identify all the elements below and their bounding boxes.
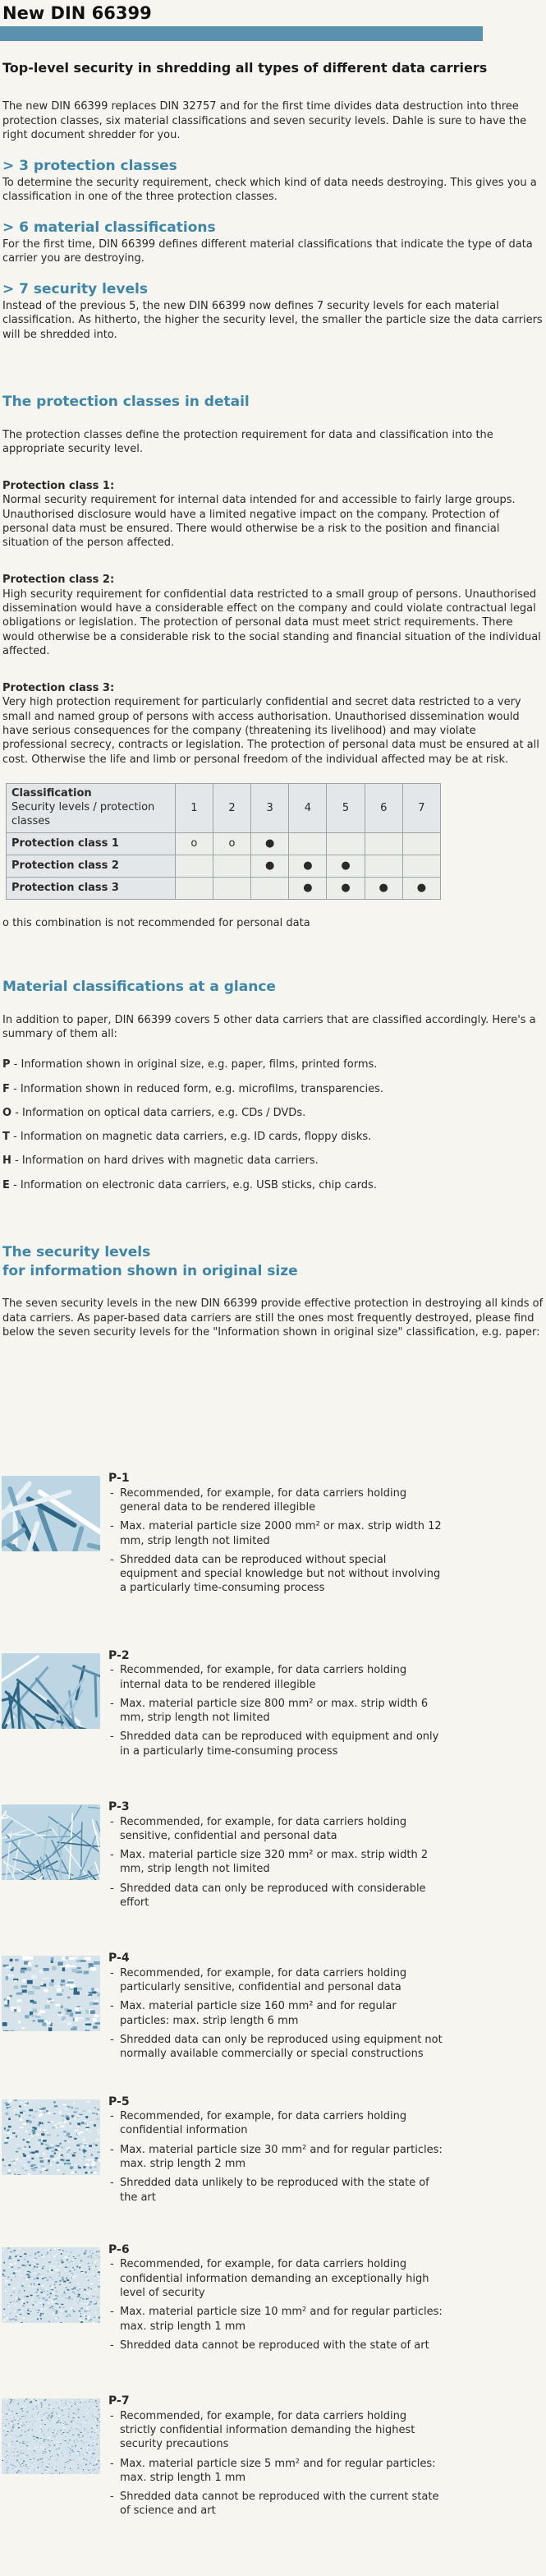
- shredded-strips-fine-image: [2, 1804, 100, 1880]
- table-cell: [213, 855, 250, 877]
- protection-class-3: [0, 681, 546, 767]
- table-cell: ●: [365, 877, 402, 899]
- security-level-p-7: [0, 2394, 546, 2518]
- table-cell: [289, 832, 327, 855]
- table-cell: ●: [289, 877, 327, 899]
- table-cell: [327, 832, 365, 855]
- intro-text: The new DIN 66399 replaces DIN 32757 and for the first time divides data destruction into three protection classes, six material classifications and seven security levels. Dahle is sure to have the right document shredder for you.: [0, 99, 546, 142]
- security-level-bullets: [108, 1486, 535, 1596]
- security-level-name: P-5: [108, 2094, 535, 2110]
- page-title: New DIN 66399: [0, 0, 546, 26]
- security-level-bullet: - Recommended, for example, for data carriers holding confidential information: [108, 2109, 445, 2138]
- table-level-header: 3: [251, 783, 289, 832]
- security-level-bullet: - Max. material particle size 800 mm² or max. strip width 6 mm, strip length not limited: [108, 1697, 445, 1726]
- protection-class-1-heading: Protection class 1:: [0, 479, 546, 493]
- table-cell: [175, 855, 213, 877]
- table-cell: o: [175, 832, 213, 855]
- table-level-header: 4: [289, 783, 327, 832]
- material-item-h: [0, 1154, 546, 1168]
- security-level-text: [100, 1648, 535, 1758]
- shredded-strips-narrow-image: [2, 1653, 100, 1729]
- security-level-bullet: - Shredded data unlikely to be reproduced with the state of the art: [108, 2176, 445, 2205]
- security-level-bullet: - Max. material particle size 10 mm² and for regular particles: max. strip length 1 mm: [108, 2305, 445, 2334]
- security-level-bullets: [108, 2257, 535, 2353]
- overview-security-levels: [0, 280, 546, 341]
- material-code: F: [2, 1083, 10, 1095]
- table-header-row: [7, 783, 441, 832]
- protection-class-2-heading: Protection class 2:: [0, 573, 546, 587]
- table-cell: [402, 832, 440, 855]
- table-level-header: 5: [327, 783, 365, 832]
- overview-heading-protection[interactable]: > 3 protection classes: [0, 157, 546, 176]
- security-level-bullets: [108, 1815, 535, 1910]
- security-level-p-2: [0, 1648, 546, 1758]
- security-level-name: P-3: [108, 1800, 535, 1815]
- title-bar: [0, 26, 483, 41]
- table-cell: ●: [402, 877, 440, 899]
- security-level-p-6: [0, 2242, 546, 2353]
- overview-text-materials: For the first time, DIN 66399 defines different material classifications that indicate the type of data carrier you are destroying.: [0, 237, 546, 266]
- shredded-particles-fine-image: [2, 2247, 100, 2323]
- security-level-bullet: - Recommended, for example, for data carriers holding internal data to be rendered illegible: [108, 1663, 445, 1692]
- table-header-label: Classification: [11, 786, 170, 800]
- security-title-line1: The security levels: [2, 1244, 150, 1260]
- overview-protection-classes: [0, 157, 546, 204]
- material-code: O: [2, 1107, 11, 1119]
- material-item-o: [0, 1106, 546, 1120]
- overview-material-classifications: [0, 219, 546, 265]
- security-level-bullet: - Shredded data can only be reproduced with considerable effort: [108, 1882, 445, 1910]
- security-level-text: [100, 2094, 535, 2205]
- material-desc: - Information on optical data carriers, e.g. CDs / DVDs.: [11, 1107, 305, 1119]
- table-cell: ●: [251, 832, 289, 855]
- security-level-bullet: - Max. material particle size 320 mm² or max. strip width 2 mm, strip length not limited: [108, 1848, 445, 1877]
- security-level-bullets: [108, 1966, 535, 2062]
- material-item-t: [0, 1130, 546, 1144]
- table-cell: [402, 855, 440, 877]
- security-level-name: P-4: [108, 1951, 535, 1966]
- security-level-p-4: [0, 1951, 546, 2061]
- materials-section-title: Material classifications at a glance: [0, 978, 546, 997]
- table-header-cell: [7, 783, 176, 832]
- security-level-bullet: - Recommended, for example, for data carriers holding particularly sensitive, confidential and personal data: [108, 1966, 445, 1995]
- table-cell: o: [213, 832, 250, 855]
- table-level-header: 1: [175, 783, 213, 832]
- security-level-bullet: - Recommended, for example, for data carriers holding general data to be rendered illegible: [108, 1486, 445, 1515]
- table-row-label: Protection class 3: [7, 877, 176, 899]
- security-level-text: [100, 2394, 535, 2518]
- material-code: T: [2, 1131, 10, 1143]
- protection-class-3-text: Very high protection requirement for particularly confidential and secret data restricted to a very small and named group of persons with access authorisation. Unauthorised dissemination would have serious consequences for the company (threatening its livelihood) and may violate professional secrecy, contracts or legislation. The protection of personal data must be ensured at all cost. Otherwise the life and limb or personal freedom of the individual affected may be at risk.: [0, 695, 546, 766]
- security-level-bullet: - Recommended, for example, for data carriers holding strictly confidential information demanding the highest security precautions: [108, 2409, 445, 2452]
- shredded-particles-coarse-image: [2, 1956, 100, 2031]
- security-level-text: [100, 1471, 535, 1596]
- table-level-header: 7: [402, 783, 440, 832]
- security-level-bullet: - Max. material particle size 30 mm² and for regular particles: max. strip length 2 mm: [108, 2143, 445, 2172]
- security-level-bullet: - Shredded data cannot be reproduced with the current state of science and art: [108, 2490, 445, 2518]
- protection-class-2-text: High security requirement for confidential data restricted to a small group of persons. Unauthorised dissemination would have a considerable effect on the company and could violate contractual legal obligations or legislation. The protection of personal data must meet strict requirements. There would otherwise be a considerable risk to the social standing and financial situation of the individual affected.: [0, 588, 546, 658]
- material-item-p: [0, 1058, 546, 1071]
- security-level-text: [100, 2242, 535, 2353]
- material-desc: - Information on electronic data carriers, e.g. USB sticks, chip cards.: [10, 1179, 377, 1191]
- material-item-f: [0, 1082, 546, 1096]
- protection-table: [6, 783, 441, 900]
- overview-heading-materials[interactable]: > 6 material classifications: [0, 219, 546, 237]
- protection-intro: The protection classes define the protection requirement for data and classification into the appropriate security level.: [0, 428, 546, 457]
- page-subtitle: Top-level security in shredding all types of different data carriers: [0, 41, 546, 76]
- protection-class-2: [0, 573, 546, 658]
- security-level-bullets: [108, 1663, 535, 1758]
- security-level-bullet: - Shredded data can be reproduced without special equipment and special knowledge but not without involving a particularly time-consuming process: [108, 1553, 445, 1596]
- security-level-bullet: - Max. material particle size 5 mm² and for regular particles: max. strip length 1 mm: [108, 2457, 445, 2486]
- table-row-label: Protection class 2: [7, 855, 176, 877]
- table-cell: ●: [327, 855, 365, 877]
- materials-list: [0, 1058, 546, 1192]
- security-level-p-5: [0, 2094, 546, 2205]
- security-level-bullet: - Shredded data can be reproduced with equipment and only in a particularly time-consuming process: [108, 1730, 445, 1758]
- shredded-particles-medium-image: [2, 2099, 100, 2175]
- security-level-bullet: - Max. material particle size 160 mm² and for regular particles: max. strip length 6 mm: [108, 1999, 445, 2028]
- security-section: [0, 1243, 546, 2518]
- security-title-line2: for information shown in original size: [2, 1263, 298, 1279]
- security-level-bullet: - Max. material particle size 2000 mm² or max. strip width 12 mm, strip length not limited: [108, 1519, 445, 1548]
- table-cell: ●: [327, 877, 365, 899]
- table-cell: ●: [289, 855, 327, 877]
- table-row: [7, 855, 441, 877]
- security-section-title: [0, 1243, 546, 1280]
- page-bottom-spacer: [0, 2518, 546, 2576]
- protection-class-1: [0, 479, 546, 550]
- overview-heading-security[interactable]: > 7 security levels: [0, 280, 546, 299]
- protection-class-3-heading: Protection class 3:: [0, 681, 546, 695]
- table-note: o this combination is not recommended for personal data: [0, 916, 546, 930]
- table-row-label: Protection class 1: [7, 832, 176, 855]
- materials-section: [0, 978, 546, 1192]
- material-code: P: [2, 1058, 11, 1071]
- material-code: H: [2, 1154, 11, 1167]
- security-level-name: P-6: [108, 2242, 535, 2258]
- shredded-strips-wide-image: [2, 1476, 100, 1551]
- material-desc: - Information on hard drives with magnetic data carriers.: [11, 1154, 319, 1167]
- security-level-p-3: [0, 1800, 546, 1910]
- materials-intro: In addition to paper, DIN 66399 covers 5 other data carriers that are classified accordingly. Here's a summary of them all:: [0, 1013, 546, 1042]
- security-levels-list: [0, 1471, 546, 2518]
- security-level-name: P-1: [108, 1471, 535, 1486]
- protection-class-1-text: Normal security requirement for internal data intended for and accessible to fairly large groups. Unauthorised disclosure would have a limited negative impact on the company. Protection of personal data must be ensured. There would otherwise be a risk to the position and financial situation of the person affected.: [0, 493, 546, 550]
- overview-text-security: Instead of the previous 5, the new DIN 66399 now defines 7 security levels for each material classification. As hitherto, the higher the security level, the smaller the particle size the data carriers will be shredded into.: [0, 299, 546, 342]
- table-level-header: 2: [213, 783, 250, 832]
- security-level-bullets: [108, 2109, 535, 2205]
- security-level-bullet: - Recommended, for example, for data carriers holding sensitive, confidential and personal data: [108, 1815, 445, 1844]
- protection-section-title: The protection classes in detail: [0, 393, 546, 412]
- table-row: [7, 877, 441, 899]
- security-level-name: P-7: [108, 2394, 535, 2409]
- security-level-bullets: [108, 2409, 535, 2518]
- shredded-particles-micro-image: [2, 2399, 100, 2474]
- table-cell: ●: [251, 855, 289, 877]
- table-level-header: 6: [365, 783, 402, 832]
- material-desc: - Information on magnetic data carriers, e.g. ID cards, floppy disks.: [10, 1131, 371, 1143]
- security-level-bullet: - Recommended, for example, for data carriers holding confidential information demanding an exceptionally high level of security: [108, 2257, 445, 2300]
- protection-section: [0, 393, 546, 930]
- security-intro: The seven security levels in the new DIN 66399 provide effective protection in destroying all kinds of data carriers. As paper-based data carriers are still the ones most frequently destroyed, please find below the seven security levels for the "Information shown in original size" classification, e.g. paper:: [0, 1297, 546, 1339]
- table-row: [7, 832, 441, 855]
- overview-text-protection: To determine the security requirement, check which kind of data needs destroying. This gives you a classification in one of the three protection classes.: [0, 176, 546, 205]
- security-level-p-1: [0, 1471, 546, 1596]
- table-cell: [251, 877, 289, 899]
- security-level-name: P-2: [108, 1648, 535, 1664]
- security-level-text: [100, 1800, 535, 1910]
- material-item-e: [0, 1178, 546, 1192]
- table-cell: [365, 832, 402, 855]
- table-cell: [213, 877, 250, 899]
- table-header-sub: Security levels / protection classes: [11, 801, 154, 827]
- security-level-bullet: - Shredded data can only be reproduced using equipment not normally available commercially or special constructions: [108, 2033, 445, 2062]
- material-desc: - Information shown in original size, e.g. paper, films, printed forms.: [11, 1058, 378, 1071]
- table-cell: [365, 855, 402, 877]
- table-cell: [175, 877, 213, 899]
- material-code: E: [2, 1179, 10, 1191]
- material-desc: - Information shown in reduced form, e.g. microfilms, transparencies.: [10, 1083, 383, 1095]
- security-level-text: [100, 1951, 535, 2061]
- security-level-bullet: - Shredded data cannot be reproduced with the state of art: [108, 2339, 445, 2353]
